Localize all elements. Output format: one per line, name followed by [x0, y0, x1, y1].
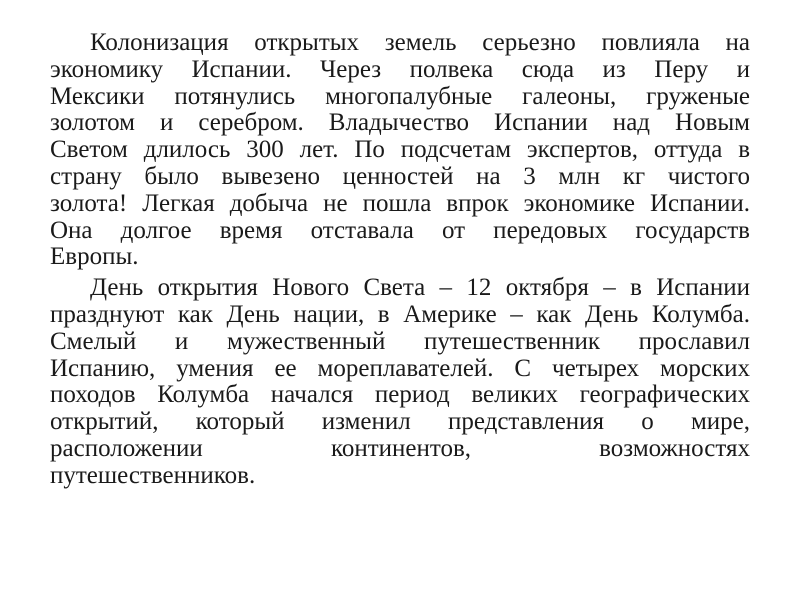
text-line: золота! Легкая добыча не пошла впрок экономике Испании.: [50, 189, 750, 217]
text-line: экономику Испании. Через полвека сюда из Перу и: [50, 55, 750, 83]
text-line: Европы.: [50, 243, 139, 271]
text-line: походов Колумба начался период великих географических: [50, 381, 750, 409]
paragraph-discovery-day: [50, 275, 750, 489]
text-line: Колонизация открытых земель серьезно повлияла на: [90, 29, 750, 56]
text-line: празднуют как День нации, в Америке – как День Колумба.: [50, 300, 750, 328]
text-line: открытий, который изменил представления о мире,: [50, 408, 750, 436]
text-line: золотом и серебром. Владычество Испании над Новым: [50, 109, 750, 137]
text-line: День открытия Нового Света – 12 октября – в Испании: [90, 274, 750, 302]
text-line: Испанию, умения ее мореплавателей. С четырех морских: [50, 354, 750, 382]
paragraph-colonization: [50, 30, 750, 271]
text-line: расположении континентов, возможностях: [50, 434, 750, 462]
text-line: Она долгое время отставала от передовых государств: [50, 216, 750, 244]
text-line: страну было вывезено ценностей на 3 млн кг чистого: [50, 162, 750, 190]
text-line: Мексики потянулись многопалубные галеоны, груженые: [50, 82, 750, 110]
text-line: Светом длилось 300 лет. По подсчетам экспертов, оттуда в: [50, 136, 750, 164]
text-line: Смелый и мужественный путешественник прославил: [50, 327, 750, 355]
text-line: путешественников.: [50, 461, 256, 489]
